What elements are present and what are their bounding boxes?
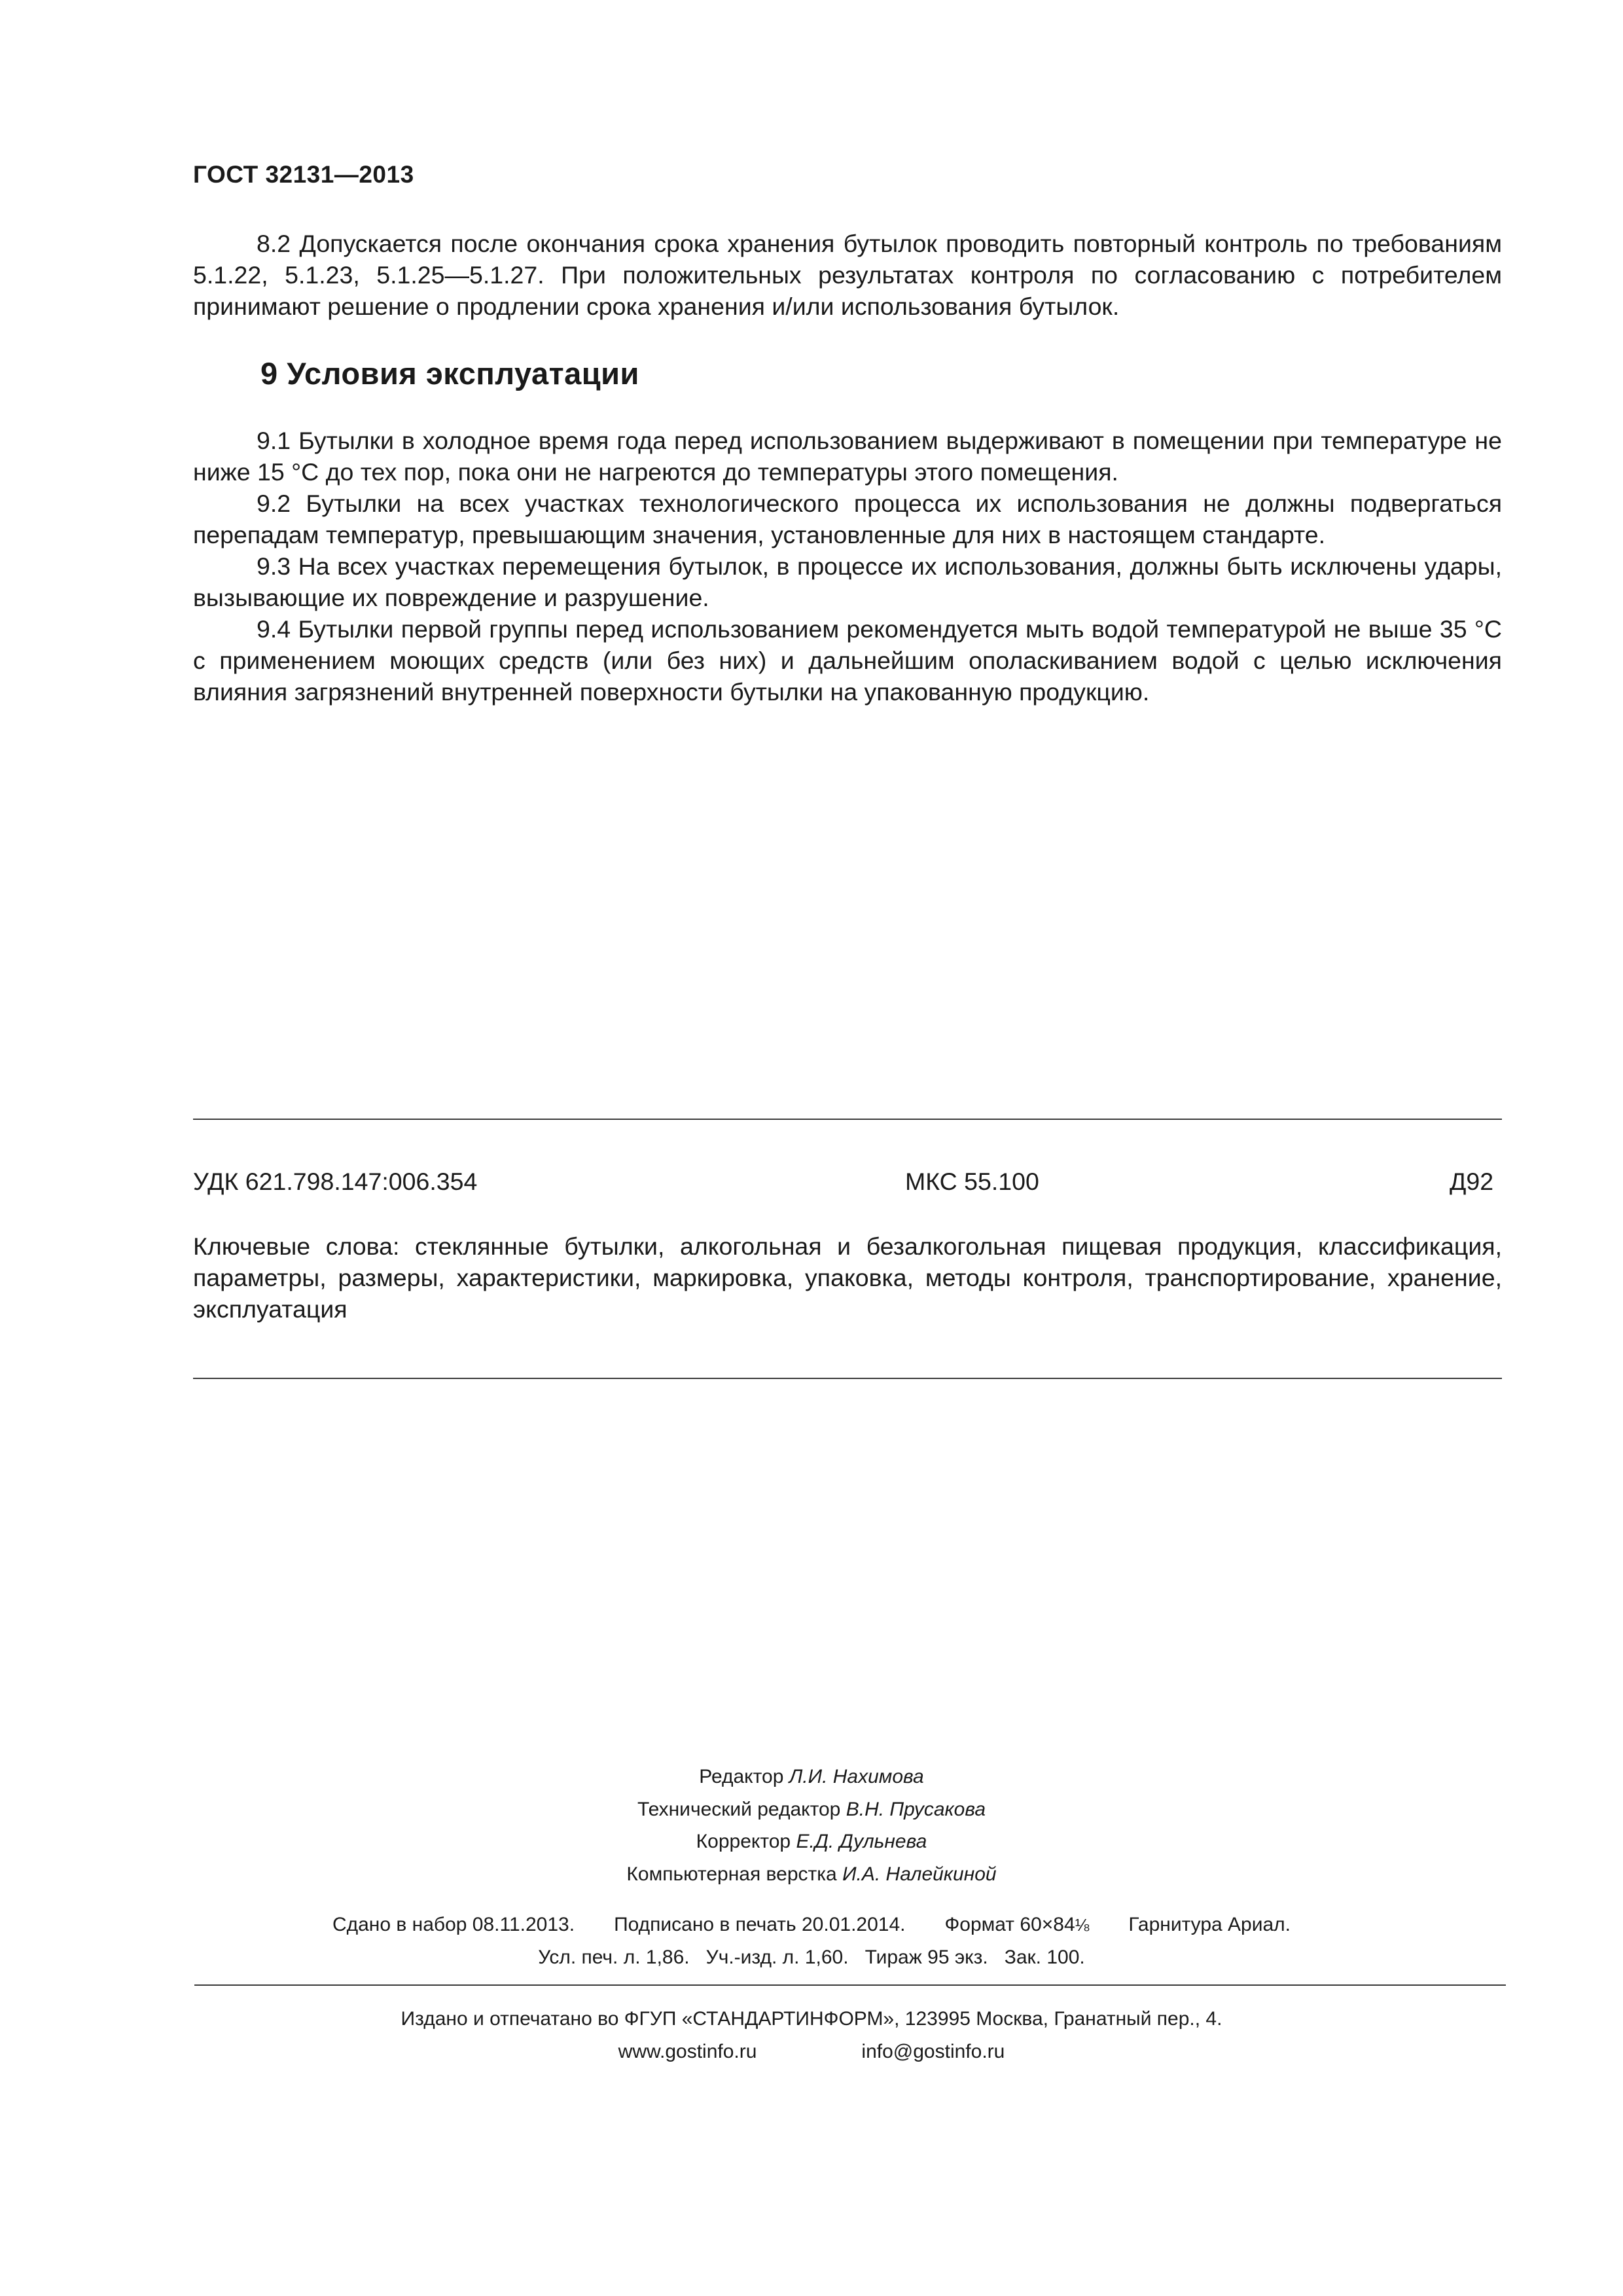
credits-block <box>0 1761 1623 1890</box>
mks-code: МКС 55.100 <box>905 1168 1039 1195</box>
publisher-contacts <box>0 2036 1623 2068</box>
tech-editor-role: Технический редактор <box>637 1798 841 1820</box>
divider-bottom <box>194 1984 1506 1986</box>
paragraph-9-4: 9.4 Бутылки первой группы перед использованием рекомендуется мыть водой температурой не выше 35 °С с применением моющих средств (или без них) и дальнейшим ополаскиванием водой с целью исключения влияния загрязнений внутренней поверхности бутылки на упакованную продукцию. <box>193 615 1502 706</box>
imprint-format: Формат 60×84 <box>944 1914 1075 1935</box>
imprint-typeface: Гарнитура Ариал. <box>1128 1914 1291 1935</box>
divider-middle <box>193 1378 1502 1379</box>
publisher-email[interactable]: info@gostinfo.ru <box>861 2041 1005 2062</box>
section-9-text <box>193 425 1502 708</box>
layout-name: И.А. Налейкиной <box>842 1863 997 1885</box>
editor-name: Л.И. Нахимова <box>789 1766 924 1787</box>
imprint-block <box>0 1909 1623 1973</box>
publisher-line: Издано и отпечатано во ФГУП «СТАНДАРТИНФОРМ», 123995 Москва, Гранатный пер., 4. <box>401 2008 1222 2030</box>
udk-code: УДК 621.798.147:006.354 <box>193 1168 478 1195</box>
imprint-submitted: Сдано в набор 08.11.2013. <box>332 1914 575 1935</box>
credit-tech-editor <box>0 1793 1623 1826</box>
keywords: Ключевые слова: стеклянные бутылки, алкогольная и безалкогольная пищевая продукция, классификация, параметры, размеры, характеристики, маркировка, упаковка, методы контроля, транспортирование, хранение, эксплуатация <box>193 1232 1502 1323</box>
paragraph-8-2: 8.2 Допускается после окончания срока хранения бутылок проводить повторный контроль по требованиям 5.1.22, 5.1.23, 5.1.25—5.1.27. При положительных результатах контроля по согласованию с потребителем принимают решение о продлении срока хранения и/или использования бутылок. <box>193 230 1502 320</box>
imprint-order: Зак. 100. <box>1004 1946 1085 1968</box>
publisher-block <box>0 2003 1623 2068</box>
paragraph-9-2: 9.2 Бутылки на всех участках технологического процесса их использования не должны подвергаться перепадам температур, превышающим значения, установленные для них в настоящем стандарте. <box>193 490 1502 548</box>
editor-role: Редактор <box>699 1766 784 1787</box>
corrector-name: Е.Д. Дульнева <box>796 1831 927 1852</box>
imprint-line-2 <box>0 1941 1623 1973</box>
paragraph-9-1: 9.1 Бутылки в холодное время года перед использованием выдерживают в помещении при температуре не ниже 15 °С до тех пор, пока они не нагреются до температуры этого помещения. <box>193 427 1502 486</box>
group-code: Д92 <box>1450 1168 1494 1195</box>
section-8-text <box>193 228 1502 322</box>
divider-top <box>193 1119 1502 1120</box>
tech-editor-name: В.Н. Прусакова <box>846 1798 986 1820</box>
imprint-print-sheets: Усл. печ. л. 1,86. <box>538 1946 690 1968</box>
imprint-run: Тираж 95 экз. <box>865 1946 988 1968</box>
imprint-format-fraction: ⅛ <box>1075 1915 1090 1935</box>
credit-layout <box>0 1858 1623 1891</box>
imprint-line-1 <box>0 1909 1623 1941</box>
publisher-website[interactable]: www.gostinfo.ru <box>618 2041 757 2062</box>
layout-role: Компьютерная верстка <box>626 1863 837 1885</box>
standard-header: ГОСТ 32131—2013 <box>193 161 414 188</box>
imprint-signed: Подписано в печать 20.01.2014. <box>614 1914 906 1935</box>
paragraph-9-3: 9.3 На всех участках перемещения бутылок, в процессе их использования, должны быть исключены удары, вызывающие их повреждение и разрушение. <box>193 552 1502 611</box>
section-9-title: 9 Условия эксплуатации <box>260 356 639 391</box>
corrector-role: Корректор <box>696 1831 791 1852</box>
credit-corrector <box>0 1825 1623 1858</box>
credit-editor <box>0 1761 1623 1793</box>
imprint-pub-sheets: Уч.-изд. л. 1,60. <box>705 1946 849 1968</box>
